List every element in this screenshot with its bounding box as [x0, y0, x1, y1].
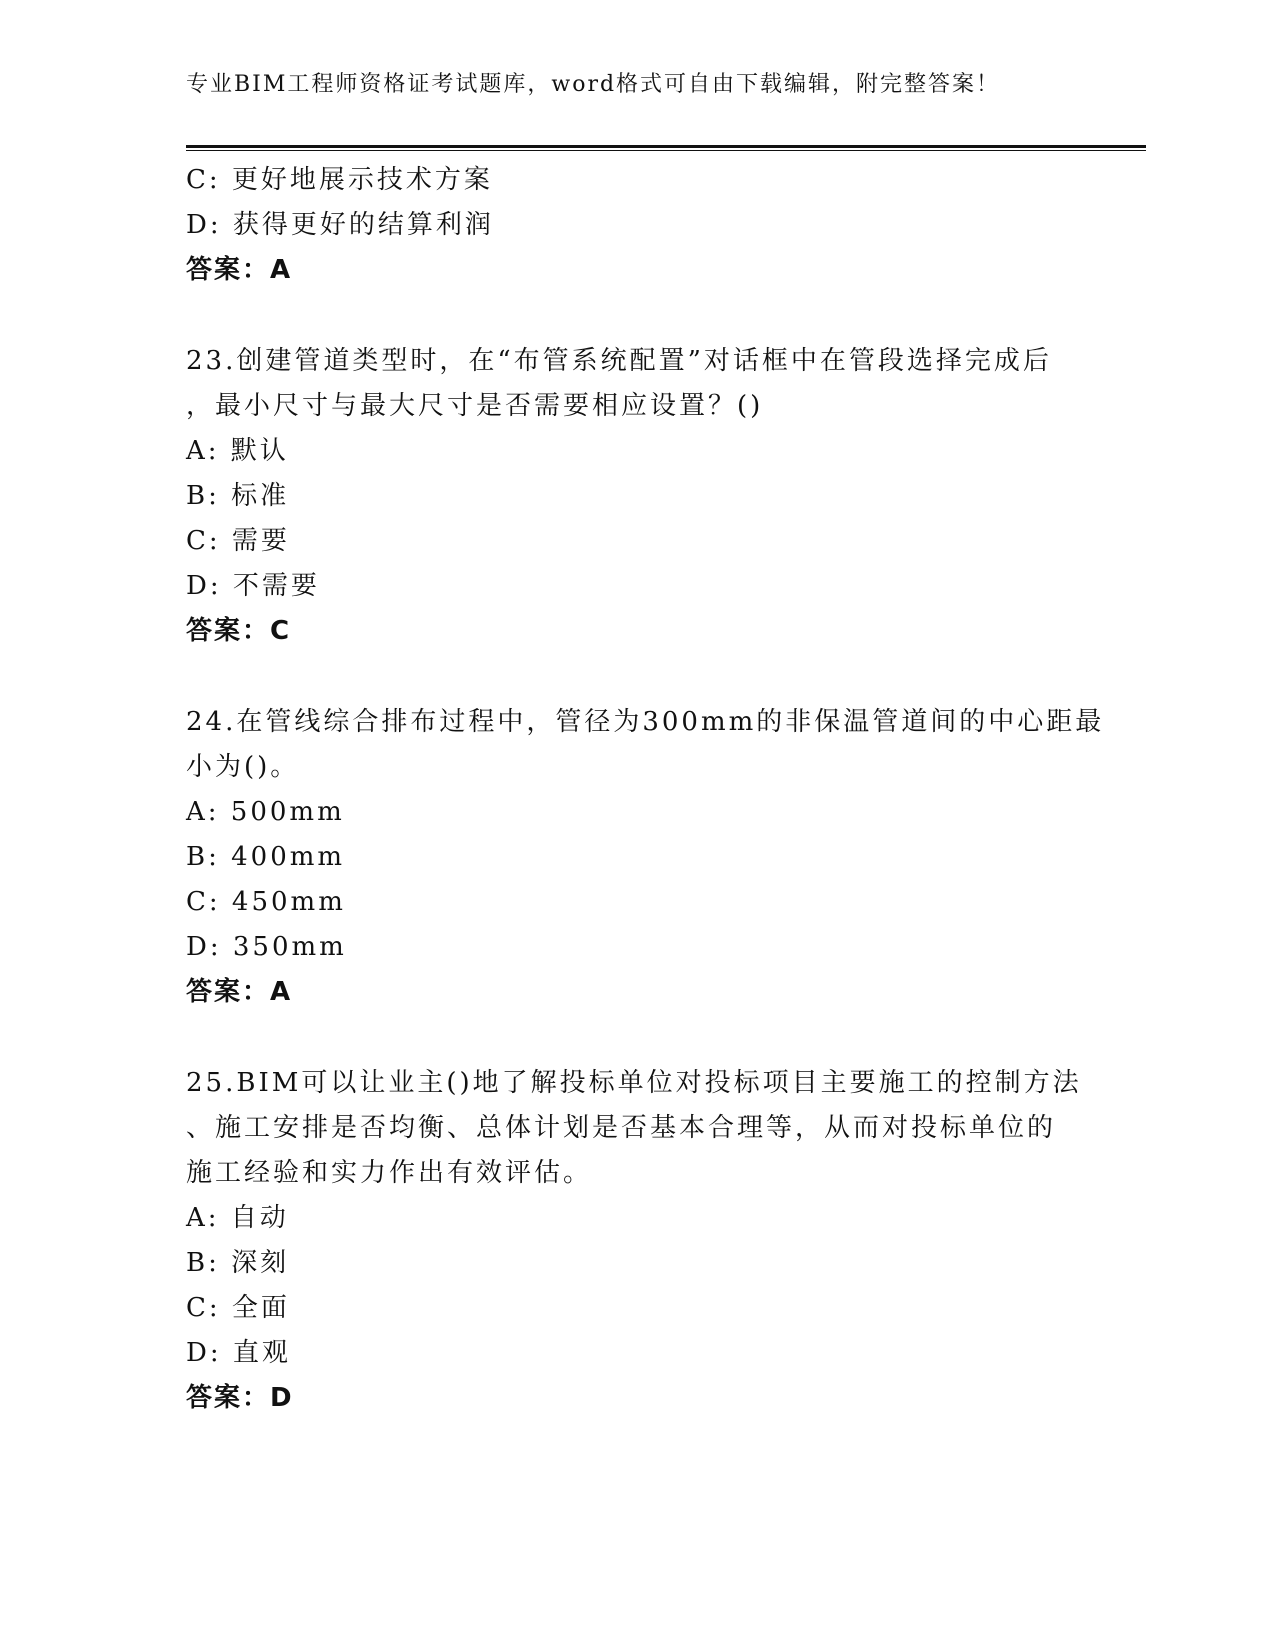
header-rule-thick	[186, 145, 1146, 148]
carryover-block	[186, 158, 1066, 293]
option-b: B: 标准	[186, 481, 290, 511]
option-c: C: 需要	[186, 526, 290, 556]
option-d: D: 直观	[186, 1338, 291, 1368]
option-d: D: 获得更好的结算利润	[186, 210, 494, 240]
question-stem-line: ，最小尺寸与最大尺寸是否需要相应设置？()	[186, 391, 764, 421]
answer-line: 答案：D	[186, 1383, 294, 1413]
question-24	[186, 700, 1105, 1015]
option-b: B: 深刻	[186, 1248, 290, 1278]
option-d: D: 不需要	[186, 571, 320, 601]
answer-line: 答案：A	[186, 255, 293, 285]
option-c: C: 450mm	[186, 887, 346, 917]
question-stem-line: 小为()。	[186, 752, 300, 782]
header-rule-thin	[186, 150, 1146, 151]
question-stem-line: 23.创建管道类型时，在“布管系统配置”对话框中在管段选择完成后	[186, 346, 1052, 376]
option-c: C: 全面	[186, 1293, 290, 1323]
question-stem-line: 24.在管线综合排布过程中，管径为300mm的非保温管道间的中心距最	[186, 707, 1105, 737]
page-header: 专业BIM工程师资格证考试题库，word格式可自由下载编辑，附完整答案！	[186, 72, 1001, 97]
option-a: A: 默认	[186, 436, 289, 466]
question-stem-line: 25.BIM可以让业主()地了解投标单位对投标项目主要施工的控制方法	[186, 1068, 1082, 1098]
question-stem-line: 施工经验和实力作出有效评估。	[186, 1158, 593, 1188]
question-23	[186, 339, 1066, 654]
answer-line: 答案：C	[186, 616, 292, 646]
option-b: B: 400mm	[186, 842, 346, 872]
option-a: A: 500mm	[186, 797, 345, 827]
answer-line: 答案：A	[186, 977, 293, 1007]
option-c: C: 更好地展示技术方案	[186, 165, 493, 195]
option-d: D: 350mm	[186, 932, 347, 962]
question-25	[186, 1061, 1082, 1421]
question-stem-line: 、施工安排是否均衡、总体计划是否基本合理等，从而对投标单位的	[186, 1113, 1057, 1143]
exam-content	[186, 158, 1105, 1421]
option-a: A: 自动	[186, 1203, 289, 1233]
